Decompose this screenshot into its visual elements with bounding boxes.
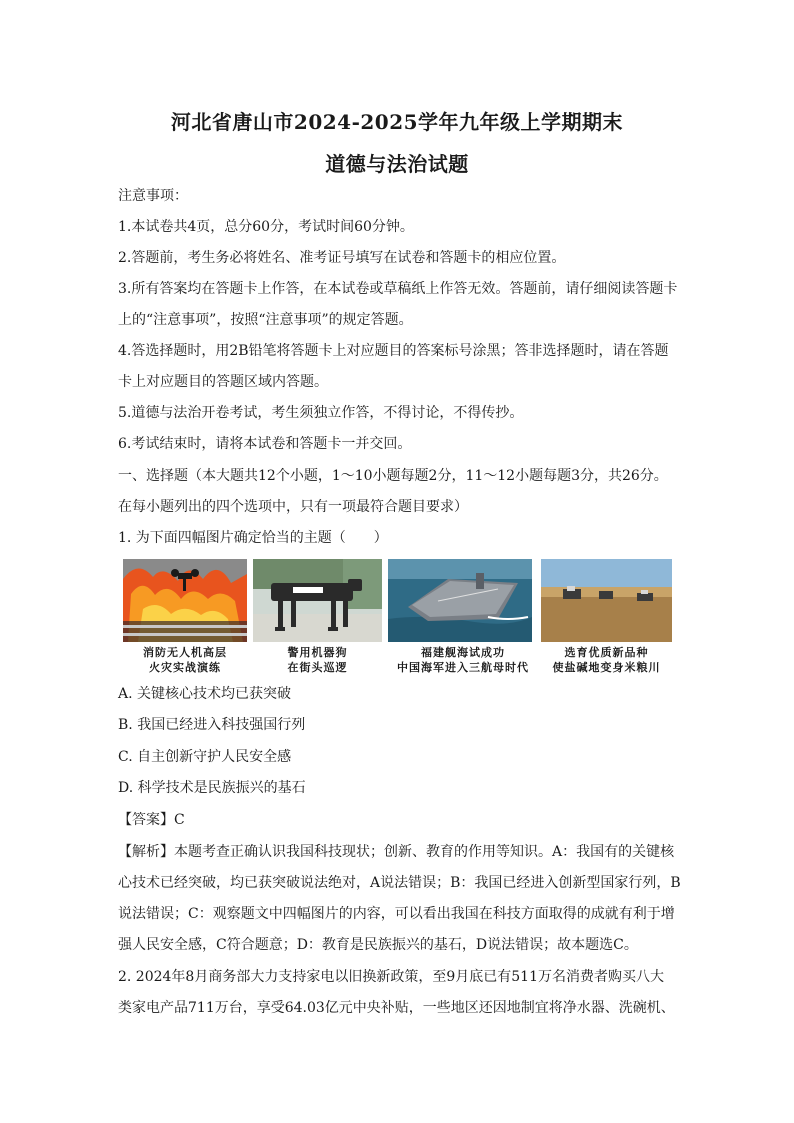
- caption-robot-dog: [253, 645, 382, 675]
- notice-heading: 注意事项：: [118, 188, 188, 204]
- notice-3b: 上的“注意事项”，按照“注意事项”的规定答题。: [118, 312, 413, 328]
- question-1-option-b: B. 我国已经进入科技强国行列: [118, 717, 306, 733]
- caption-aircraft-carrier-line2: 中国海军进入三航母时代: [397, 661, 529, 674]
- notice-1: 1.本试卷共4页，总分60分，考试时间60分钟。: [118, 219, 414, 235]
- question-1-answer: 【答案】C: [118, 812, 185, 828]
- caption-harvest-field-line1: 选育优质新品种: [564, 646, 649, 659]
- notice-6: 6.考试结束时，请将本试卷和答题卡一并交回。: [118, 436, 412, 452]
- question-1-stem: 1. 为下面四幅图片确定恰当的主题（ ）: [118, 530, 388, 546]
- aircraft-carrier-photo: [388, 559, 532, 642]
- fire-drone-photo: [123, 559, 247, 642]
- caption-fire-drone-line1: 消防无人机高层: [143, 646, 227, 659]
- question-2-line1: 2. 2024年8月商务部大力支持家电以旧换新政策，至9月底已有511万名消费者购买八大: [118, 969, 664, 985]
- caption-aircraft-carrier-line1: 福建舰海试成功: [421, 646, 505, 659]
- question-1-option-a: A. 关键核心技术均已获突破: [118, 686, 292, 702]
- question-2-line2: 类家电产品711万台，享受64.03亿元中央补贴，一些地区还因地制宜将净水器、洗碗机、: [118, 1000, 675, 1016]
- notice-4b: 卡上对应题目的答题区域内答题。: [118, 374, 328, 390]
- notice-5: 5.道德与法治开卷考试，考生须独立作答，不得讨论，不得传抄。: [118, 405, 524, 421]
- question-1-analysis-line2: 心技术已经突破，均已获突破说法绝对，A说法错误；B：我国已经进入创新型国家行列，B: [118, 875, 681, 891]
- caption-robot-dog-line1: 警用机器狗: [287, 646, 348, 659]
- section-heading-line1: 一、选择题（本大题共12个小题，1～10小题每题2分，11～12小题每题3分，共26分。: [118, 468, 668, 484]
- question-1-option-d: D. 科学技术是民族振兴的基石: [118, 780, 306, 796]
- caption-harvest-field-line2: 使盐碱地变身米粮川: [552, 661, 661, 674]
- caption-fire-drone-line2: 火灾实战演练: [149, 661, 221, 674]
- question-1-analysis-line3: 说法错误；C：观察题文中四幅图片的内容，可以看出我国在科技方面取得的成就有利于增: [118, 906, 675, 922]
- caption-aircraft-carrier: [388, 645, 538, 675]
- exam-title-line2: 道德与法治试题: [325, 152, 469, 176]
- section-heading-line2: 在每小题列出的四个选项中，只有一项最符合题目要求）: [118, 499, 468, 515]
- notice-4a: 4.答选择题时，用2B铅笔将答题卡上对应题目的答案标号涂黑；答非选择题时，请在答题: [118, 343, 669, 359]
- caption-robot-dog-line2: 在街头巡逻: [287, 661, 348, 674]
- notice-2: 2.答题前，考生务必将姓名、准考证号填写在试卷和答题卡的相应位置。: [118, 250, 566, 266]
- notice-3a: 3.所有答案均在答题卡上作答，在本试卷或草稿纸上作答无效。答题前，请仔细阅读答题卡: [118, 281, 678, 297]
- caption-harvest-field: [541, 645, 672, 675]
- harvest-field-photo: [541, 559, 672, 642]
- question-1-option-c: C. 自主创新守护人民安全感: [118, 749, 292, 765]
- caption-fire-drone: [123, 645, 247, 675]
- question-1-analysis-line4: 强人民安全感，C符合题意；D：教育是民族振兴的基石，D说法错误；故本题选C。: [118, 937, 638, 953]
- exam-title-line1: 河北省唐山市2024-2025学年九年级上学期期末: [170, 110, 624, 134]
- police-robot-dog-photo: [253, 559, 382, 642]
- question-1-analysis-line1: 【解析】本题考查正确认识我国科技现状；创新、教育的作用等知识。A：我国有的关键核: [118, 844, 675, 860]
